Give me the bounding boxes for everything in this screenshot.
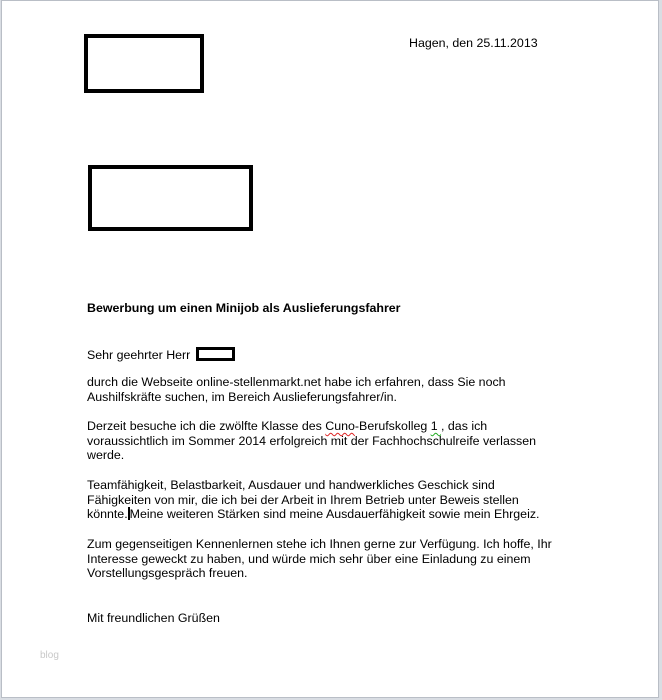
paragraph-3-line-2: Fähigkeiten von mir, die ich bei der Arbeit in Ihrem Betrieb unter Beweis stellen bbox=[87, 492, 519, 507]
letter-subject: Bewerbung um einen Minijob als Auslieferungsfahrer bbox=[87, 301, 401, 315]
paragraph-2-line-2: voraussichtlich im Sommer 2014 erfolgreich mit der Fachhochschulreife verlassen bbox=[87, 433, 537, 448]
p3-text-b: Meine weiteren Stärken sind meine Ausdauerfähigkeit sowie mein Ehrgeiz. bbox=[129, 507, 540, 522]
paragraph-2 bbox=[87, 419, 536, 463]
p2-spell-flag: Cuno bbox=[325, 419, 355, 433]
closing: Mit freundlichen Grüßen bbox=[87, 611, 220, 625]
salutation bbox=[87, 347, 235, 363]
redacted-name bbox=[196, 347, 235, 361]
document-page bbox=[1, 0, 659, 698]
paragraph-4-line-1: Zum gegenseitigen Kennenlernen stehe ich Ihnen gerne zur Verfügung. Ich hoffe, Ihr bbox=[87, 537, 552, 551]
p2-text-c: , das ich bbox=[441, 419, 488, 433]
paragraph-4-line-2: Interesse geweckt zu haben, und würde mich sehr über eine Einladung zu einem bbox=[87, 551, 531, 566]
paragraph-1 bbox=[87, 375, 506, 404]
paragraph-3-line-1: Teamfähigkeit, Belastbarkeit, Ausdauer und handwerkliches Geschick sind bbox=[87, 478, 495, 492]
p2-text-b: -Berufskolleg bbox=[354, 419, 431, 433]
paragraph-3-line-3[interactable] bbox=[87, 507, 539, 522]
place-date: Hagen, den 25.11.2013 bbox=[409, 36, 538, 50]
p2-text-a: Derzeit besuche ich die zwölfte Klasse des bbox=[87, 419, 326, 433]
watermark: blog bbox=[40, 650, 59, 661]
paragraph-4-line-3: Vorstellungsgespräch freuen. bbox=[87, 566, 248, 581]
paragraph-4 bbox=[87, 537, 552, 581]
redacted-sender-block bbox=[84, 34, 204, 93]
p2-grammar-flag: 1 bbox=[430, 419, 442, 433]
redacted-recipient-block bbox=[88, 165, 253, 231]
paragraph-1-line-2: Aushilfskräfte suchen, im Bereich Auslieferungsfahrer/in. bbox=[87, 389, 397, 404]
salutation-text: Sehr geehrter Herr bbox=[87, 348, 191, 362]
paragraph-3 bbox=[87, 478, 539, 522]
paragraph-2-line-1 bbox=[87, 419, 536, 434]
p3-text-a: könnte. bbox=[87, 507, 128, 522]
paragraph-1-line-1: durch die Webseite online-stellenmarkt.net habe ich erfahren, dass Sie noch bbox=[87, 375, 506, 389]
paragraph-2-line-3: werde. bbox=[87, 448, 125, 463]
